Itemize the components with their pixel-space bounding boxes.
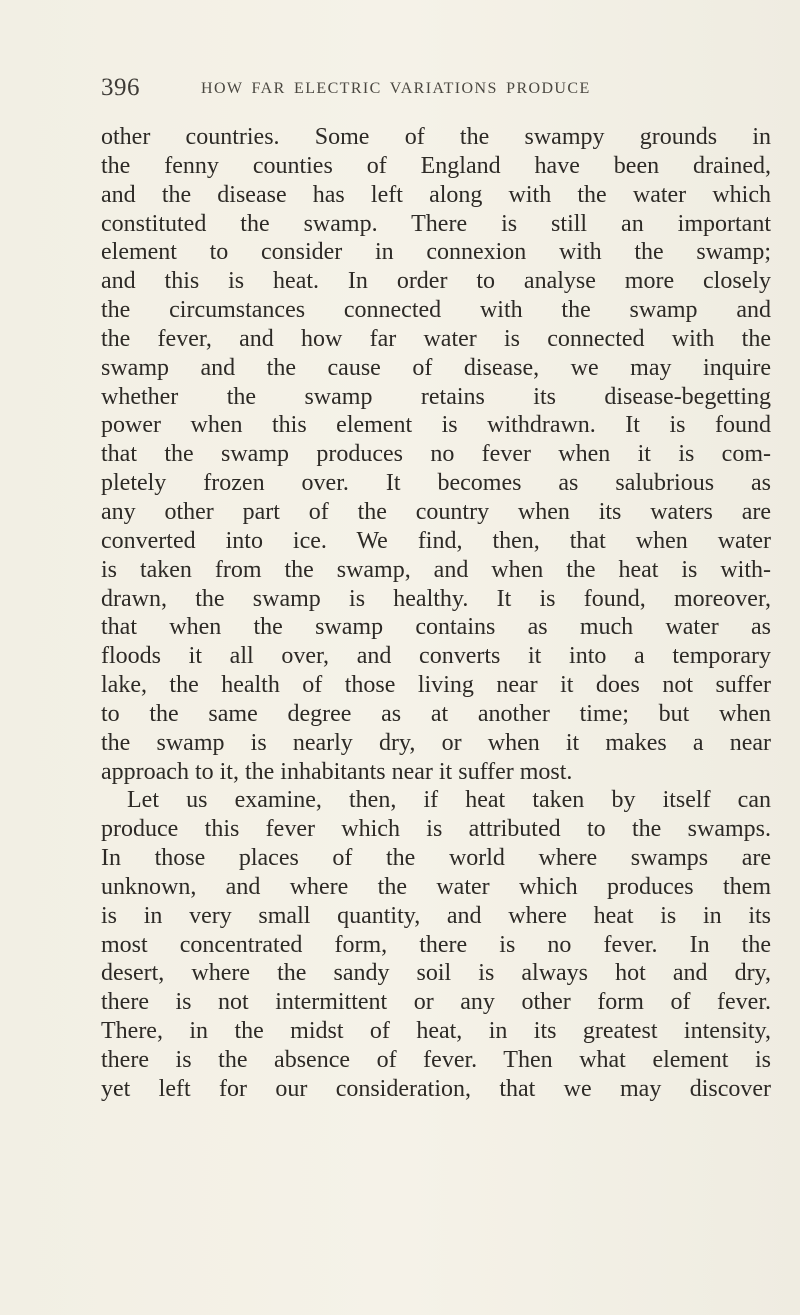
body-text (101, 123, 771, 1104)
text-line: that the swamp produces no fever when it is com- (101, 441, 771, 468)
text-line: unknown, and where the water which produces them (101, 873, 771, 900)
text-line: power when this element is withdrawn. It is found (101, 412, 771, 439)
text-line: approach to it, the inhabitants near it suffer most. (101, 758, 573, 785)
text-line: to the same degree as at another time; but when (101, 700, 771, 727)
text-line: whether the swamp retains its disease-begetting (101, 383, 771, 410)
text-line: the swamp is nearly dry, or when it makes a near (101, 729, 771, 756)
text-line: drawn, the swamp is healthy. It is found, moreover, (101, 585, 771, 612)
text-line: the fenny counties of England have been drained, (101, 152, 771, 179)
text-line: produce this fever which is attributed to the swamps. (101, 816, 771, 843)
text-line: and the disease has left along with the water which (101, 181, 771, 208)
text-line: yet left for our consideration, that we may discover (101, 1075, 771, 1102)
text-line: there is not intermittent or any other form of fever. (101, 989, 771, 1016)
text-line: most concentrated form, there is no fever. In the (101, 931, 771, 958)
paragraph-first-line: Let us examine, then, if heat taken by itself can (127, 787, 771, 814)
text-line: the fever, and how far water is connected with the (101, 325, 771, 352)
text-line: In those places of the world where swamps are (101, 845, 771, 872)
text-line: and this is heat. In order to analyse more closely (101, 268, 771, 295)
text-line: There, in the midst of heat, in its greatest intensity, (101, 1018, 771, 1045)
text-line: the circumstances connected with the swamp and (101, 297, 771, 324)
page-number: 396 (101, 74, 140, 101)
text-line: floods it all over, and converts it into a temporary (101, 643, 771, 670)
running-title: HOW FAR ELECTRIC VARIATIONS PRODUCE (201, 80, 591, 97)
text-line: there is the absence of fever. Then what element is (101, 1047, 771, 1073)
text-line: any other part of the country when its waters are (101, 498, 771, 525)
text-line: is taken from the swamp, and when the heat is with- (101, 556, 771, 583)
text-line: swamp and the cause of disease, we may inquire (101, 354, 771, 381)
text-line: other countries. Some of the swampy grounds in (101, 124, 771, 150)
text-line: converted into ice. We find, then, that when water (101, 527, 771, 554)
text-line: element to consider in connexion with the swamp; (101, 239, 771, 266)
running-head (101, 74, 741, 106)
text-line: pletely frozen over. It becomes as salubrious as (101, 470, 771, 497)
text-line: constituted the swamp. There is still an important (101, 210, 771, 237)
text-line: that when the swamp contains as much water as (101, 614, 771, 641)
text-line: is in very small quantity, and where heat is in its (101, 902, 771, 929)
text-line: lake, the health of those living near it does not suffer (101, 672, 771, 699)
text-line: desert, where the sandy soil is always hot and dry, (101, 960, 771, 987)
